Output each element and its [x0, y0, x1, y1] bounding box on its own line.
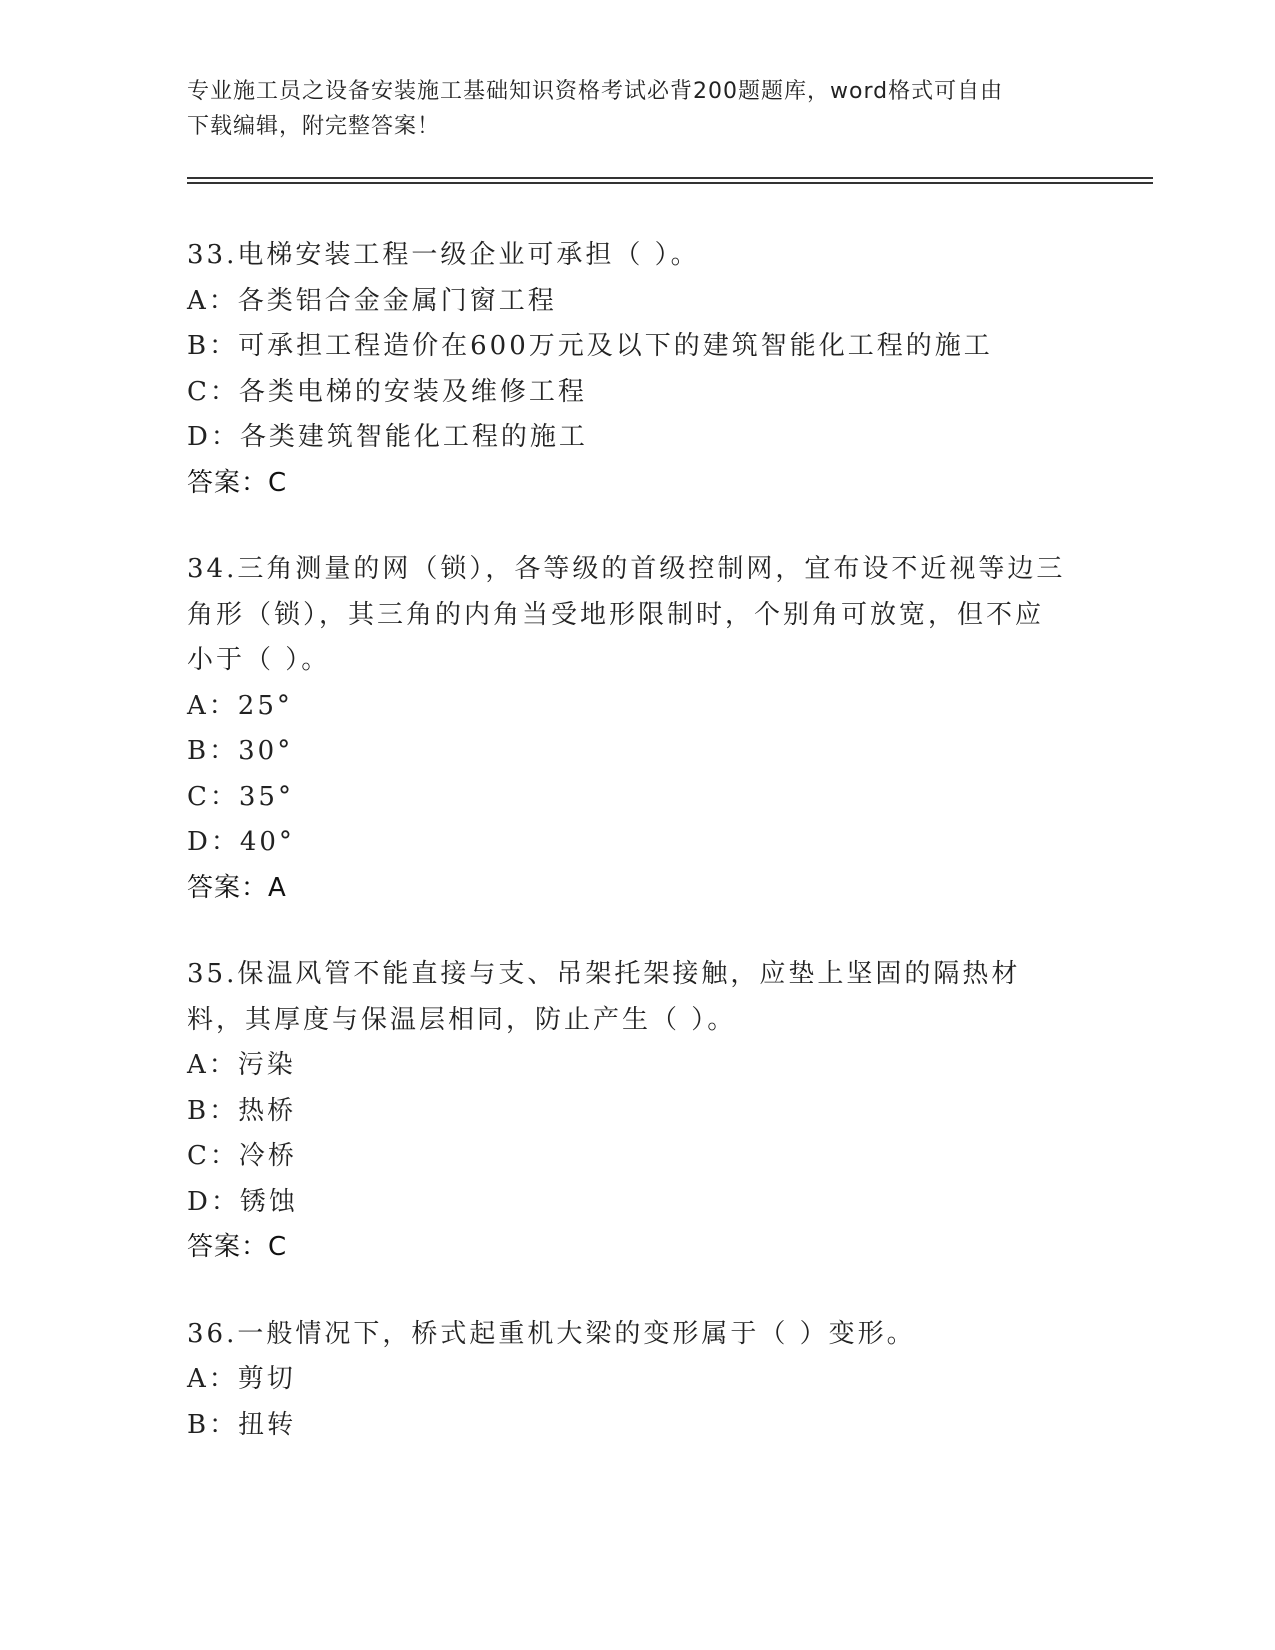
header-divider-top [187, 177, 1153, 179]
option-d: D：各类建筑智能化工程的施工 [187, 422, 588, 452]
option-c: C：冷桥 [187, 1141, 297, 1171]
answer: 答案：A [187, 872, 287, 903]
question-stem: 33.电梯安装工程一级企业可承担（ ）。 [187, 240, 700, 270]
option-b: B：可承担工程造价在600万元及以下的建筑智能化工程的施工 [187, 331, 993, 361]
option-d: D：40° [187, 827, 295, 857]
option-c: C：各类电梯的安装及维修工程 [187, 376, 587, 407]
option-c: C：35° [187, 781, 294, 812]
answer: 答案：C [187, 467, 288, 498]
question-stem: 36.一般情况下，桥式起重机大梁的变形属于（ ）变形。 [187, 1318, 916, 1349]
question-stem: 34.三角测量的网（锁），各等级的首级控制网，宜布设不近视等边三角形（锁），其三角的内角当受地形限制时，个别角可放宽，但不应小于（ ）。 [187, 554, 1066, 675]
question-list [187, 233, 1087, 1489]
option-d: D：锈蚀 [187, 1186, 298, 1217]
option-a: A：各类铝合金金属门窗工程 [187, 285, 557, 316]
answer: 答案：C [187, 1232, 288, 1262]
option-b: B：扭转 [187, 1409, 297, 1440]
question-stem: 35.保温风管不能直接与支、吊架托架接触，应垫上坚固的隔热材料，其厚度与保温层相同，防止产生（ ）。 [187, 959, 1021, 1035]
question-35 [187, 952, 1087, 1271]
option-b: B：热桥 [187, 1095, 297, 1126]
option-a: A：污染 [187, 1050, 296, 1080]
option-a: A：剪切 [187, 1364, 296, 1394]
header-line-2: 下载编辑，附完整答案！ [187, 114, 441, 139]
header-divider-bottom [187, 182, 1153, 184]
question-36 [187, 1312, 1087, 1449]
question-33 [187, 233, 1087, 506]
option-a: A：25° [187, 690, 293, 721]
question-34 [187, 547, 1087, 911]
option-b: B：30° [187, 736, 294, 766]
header-line-1: 专业施工员之设备安装施工基础知识资格考试必背200题题库，word格式可自由 [187, 79, 1004, 104]
document-header [187, 74, 1087, 144]
